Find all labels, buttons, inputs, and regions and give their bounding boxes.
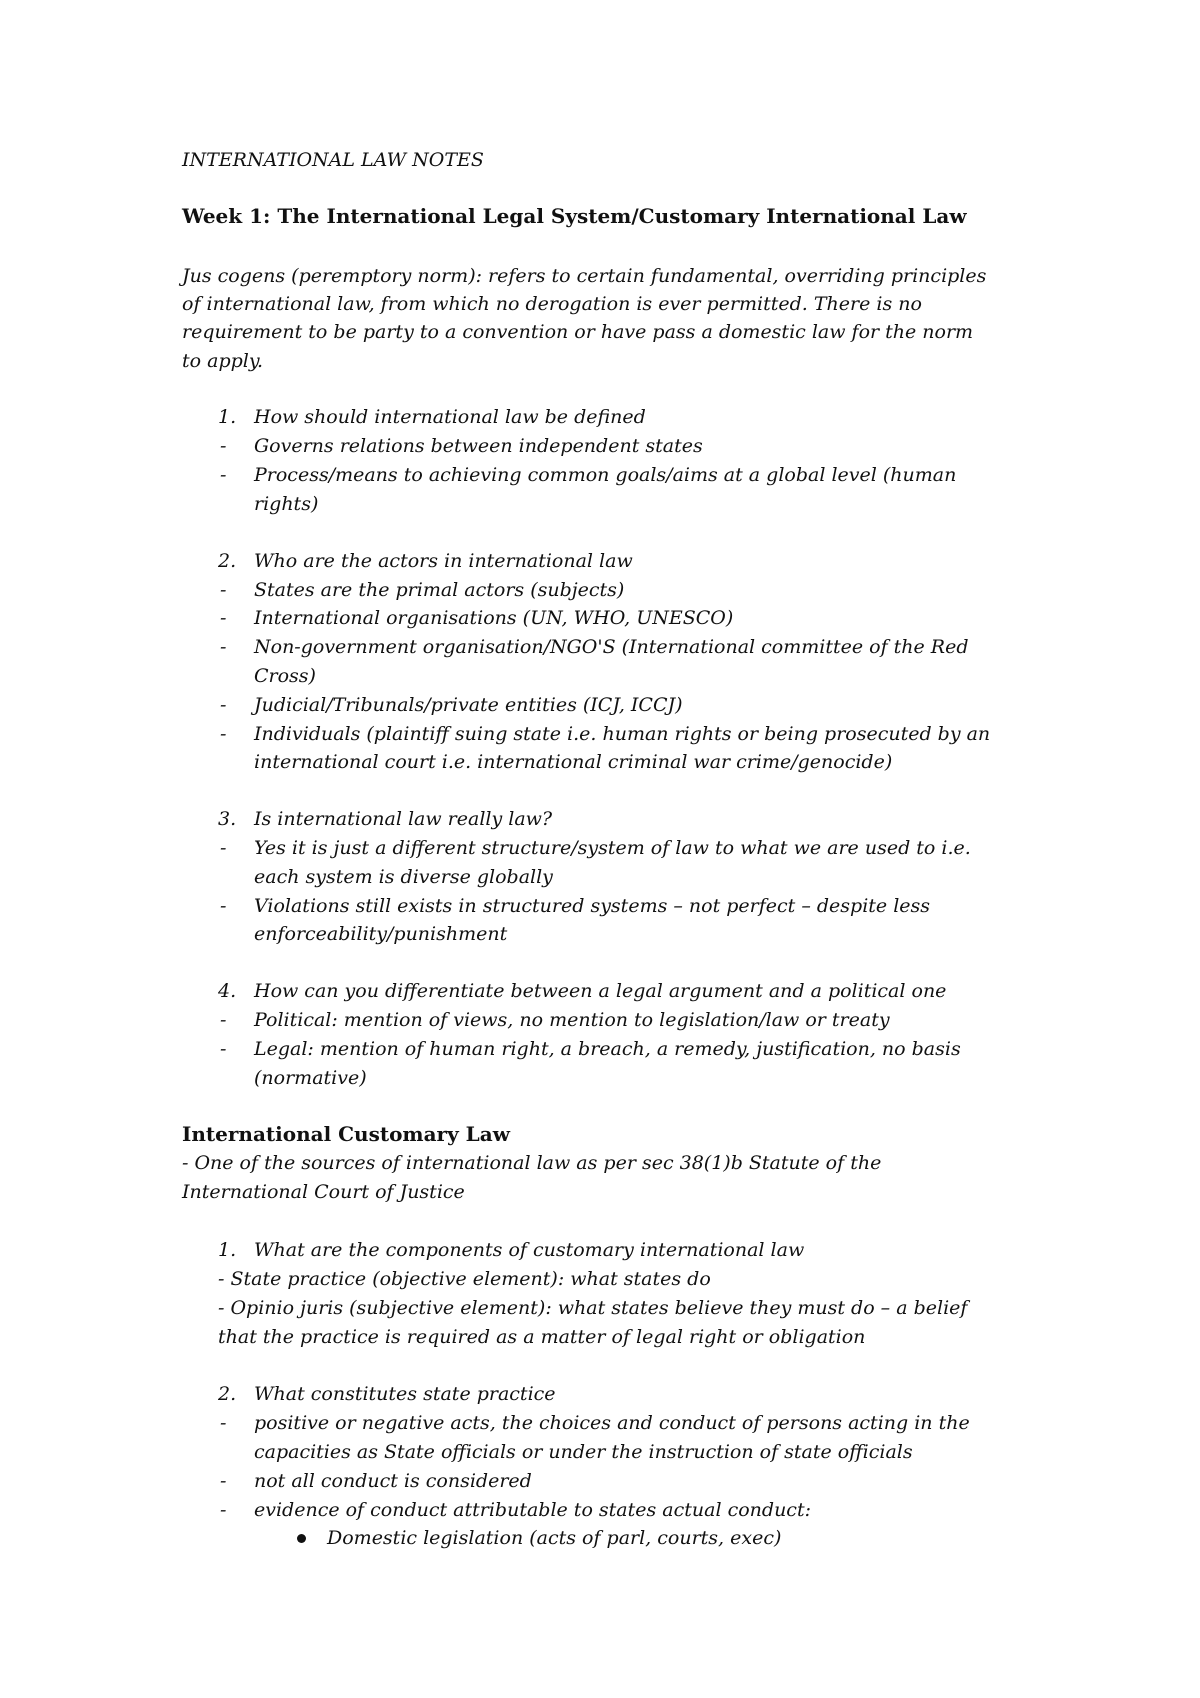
list-item: Judicial/Tribunals/private entities (ICJ, ICCJ) xyxy=(254,694,683,716)
sub-list-item: Domestic legislation (acts of parl, courts, exec) xyxy=(327,1527,782,1549)
paragraph-line: - One of the sources of international law as per sec 38(1)b Statute of the xyxy=(182,1152,882,1174)
list-item: States are the primal actors (subjects) xyxy=(254,579,625,601)
list-item-continuation: Cross) xyxy=(254,665,316,687)
week-heading: Week 1: The International Legal System/Customary International Law xyxy=(182,204,967,228)
list-number: 1. xyxy=(218,406,237,428)
list-item-continuation: international court i.e. international criminal war crime/genocide) xyxy=(254,751,893,773)
paragraph-line: International Court of Justice xyxy=(182,1181,465,1203)
list-item: - State practice (objective element): what states do xyxy=(218,1268,711,1290)
question-heading: How can you differentiate between a legal argument and a political one xyxy=(254,980,947,1002)
dash-marker: - xyxy=(220,636,227,658)
paragraph-line: of international law, from which no derogation is ever permitted. There is no xyxy=(182,293,922,315)
question-heading: Who are the actors in international law xyxy=(254,550,633,572)
list-item-continuation: enforceability/punishment xyxy=(254,923,508,945)
list-number: 2. xyxy=(218,550,237,572)
bullet-dot-icon xyxy=(297,1534,306,1543)
question-heading: Is international law really law? xyxy=(254,808,553,830)
dash-marker: - xyxy=(220,579,227,601)
list-item: not all conduct is considered xyxy=(254,1470,532,1492)
list-item-continuation: rights) xyxy=(254,493,319,515)
paragraph-line: Jus cogens (peremptory norm): refers to certain fundamental, overriding principles xyxy=(182,265,987,287)
list-item: - Opinio juris (subjective element): what states believe they must do – a belief xyxy=(218,1297,968,1319)
list-item: Yes it is just a different structure/system of law to what we are used to i.e. xyxy=(254,837,971,859)
list-number: 4. xyxy=(218,980,237,1002)
document-title: INTERNATIONAL LAW NOTES xyxy=(182,149,484,171)
list-number: 1. xyxy=(218,1239,237,1261)
dash-marker: - xyxy=(220,694,227,716)
list-item-continuation: capacities as State officials or under the instruction of state officials xyxy=(254,1441,913,1463)
list-number: 2. xyxy=(218,1383,237,1405)
dash-marker: - xyxy=(220,464,227,486)
list-item: Violations still exists in structured systems – not perfect – despite less xyxy=(254,895,931,917)
list-item: Non-government organisation/NGO'S (International committee of the Red xyxy=(254,636,969,658)
dash-marker: - xyxy=(220,607,227,629)
dash-marker: - xyxy=(220,895,227,917)
dash-marker: - xyxy=(220,1412,227,1434)
list-item: Legal: mention of human right, a breach, a remedy, justification, no basis xyxy=(254,1038,961,1060)
question-heading: What constitutes state practice xyxy=(254,1383,556,1405)
dash-marker: - xyxy=(220,837,227,859)
list-item-continuation: each system is diverse globally xyxy=(254,866,553,888)
dash-marker: - xyxy=(220,1038,227,1060)
list-item: Political: mention of views, no mention to legislation/law or treaty xyxy=(254,1009,890,1031)
paragraph-line: to apply. xyxy=(182,350,264,372)
paragraph-line: requirement to be party to a convention or have pass a domestic law for the norm xyxy=(182,321,974,343)
list-item: evidence of conduct attributable to states actual conduct: xyxy=(254,1499,811,1521)
section-heading: International Customary Law xyxy=(182,1122,510,1146)
dash-marker: - xyxy=(220,435,227,457)
dash-marker: - xyxy=(220,1009,227,1031)
list-item: International organisations (UN, WHO, UNESCO) xyxy=(254,607,734,629)
list-item-continuation: that the practice is required as a matter of legal right or obligation xyxy=(218,1326,866,1348)
question-heading: What are the components of customary international law xyxy=(254,1239,805,1261)
dash-marker: - xyxy=(220,1499,227,1521)
list-item: positive or negative acts, the choices and conduct of persons acting in the xyxy=(254,1412,970,1434)
list-number: 3. xyxy=(218,808,237,830)
list-item-continuation: (normative) xyxy=(254,1067,367,1089)
dash-marker: - xyxy=(220,723,227,745)
dash-marker: - xyxy=(220,1470,227,1492)
question-heading: How should international law be defined xyxy=(254,406,646,428)
list-item: Individuals (plaintiff suing state i.e. human rights or being prosecuted by an xyxy=(254,723,991,745)
list-item: Governs relations between independent states xyxy=(254,435,703,457)
list-item: Process/means to achieving common goals/aims at a global level (human xyxy=(254,464,957,486)
